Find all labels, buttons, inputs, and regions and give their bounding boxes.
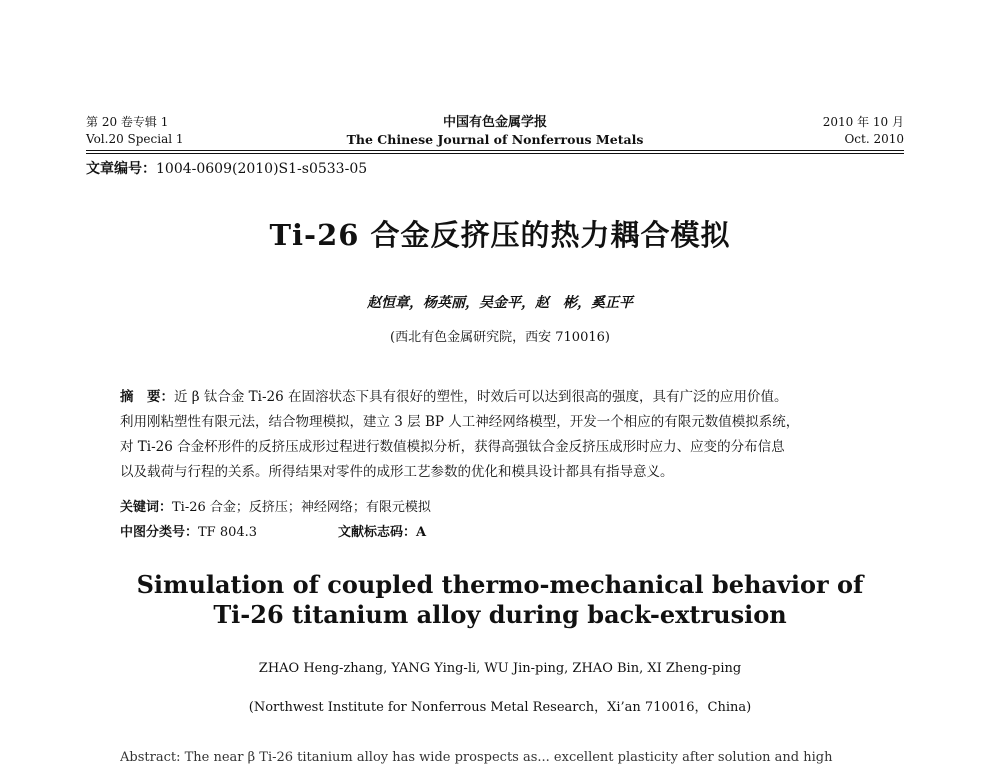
- keywords-value: Ti-26 合金；反挤压；神经网络；有限元模拟: [172, 500, 431, 515]
- title-en-line: Simulation of coupled thermo-mechanical behavior of: [136, 570, 864, 599]
- authors-cn: 赵恒章，杨英丽，吴金平，赵 彬，奚正平: [367, 295, 633, 311]
- title-en-line: Ti-26 titanium alloy during back-extrusion: [213, 600, 787, 629]
- classification: [120, 521, 427, 540]
- journal-header: [86, 114, 904, 154]
- classification-label: 中图分类号：: [120, 525, 199, 540]
- volume-en: Vol.20 Special 1: [86, 132, 184, 146]
- title-cn: Ti-26 合金反挤压的热力耦合模拟: [269, 218, 731, 252]
- authors-en: ZHAO Heng-zhang, YANG Ying-li, WU Jin-ping, ZHAO Bin, XI Zheng-ping: [258, 661, 742, 676]
- article-number: [86, 158, 367, 178]
- article-number-value: 1004-0609(2010)S1-s0533-05: [156, 161, 368, 177]
- abstract-cn-line: 利用刚粘塑性有限元法，结合物理模拟，建立 3 层 BP 人工神经网络模型，开发一个相应的有限元数值模拟系统，: [120, 414, 800, 430]
- journal-name-cn: 中国有色金属学报: [442, 115, 547, 130]
- header-rule-thick: [86, 150, 904, 151]
- document-code-value: A: [416, 525, 427, 540]
- issue-date-en: Oct. 2010: [844, 132, 904, 146]
- classification-value: TF 804.3: [198, 525, 258, 540]
- affiliation-en: (Northwest Institute for Nonferrous Metal Research，Xi’an 710016，China): [248, 700, 752, 715]
- issue-date: [823, 114, 904, 148]
- document-code: [338, 521, 426, 540]
- keywords-label: 关键词：: [120, 500, 173, 515]
- document-code-label: 文献标志码：: [338, 525, 417, 540]
- abstract-cn-line: 摘 要：近 β 钛合金 Ti-26 在固溶状态下具有很好的塑性，时效后可以达到很高的强度，具有广泛的应用价值。: [120, 389, 788, 405]
- abstract-cn-label: 摘 要：: [120, 389, 174, 405]
- abstract-cn: [120, 385, 880, 485]
- title-en: [0, 570, 1000, 630]
- abstract-cn-line: 对 Ti-26 合金杯形件的反挤压成形过程进行数值模拟分析，获得高强钛合金反挤压成形时应力、应变的分布信息: [120, 439, 785, 455]
- journal-name: [86, 114, 904, 148]
- affiliation-cn: (西北有色金属研究院，西安 710016): [390, 330, 610, 345]
- issue-date-cn: 2010 年 10 月: [822, 115, 904, 129]
- header-rule-thin: [86, 153, 904, 154]
- volume-cn: 第 20 卷专辑 1: [86, 115, 169, 129]
- article-number-label: 文章编号：: [86, 161, 156, 177]
- keywords: [120, 496, 431, 515]
- abstract-cn-line: 以及载荷与行程的关系。所得结果对零件的成形工艺参数的优化和模具设计都具有指导意义。: [120, 464, 674, 480]
- journal-name-en: The Chinese Journal of Nonferrous Metals: [346, 132, 644, 147]
- abstract-en-cut-line: Abstract: The near β Ti-26 titanium alloy has wide prospects as... excellent plasticity after solution and high: [120, 750, 833, 765]
